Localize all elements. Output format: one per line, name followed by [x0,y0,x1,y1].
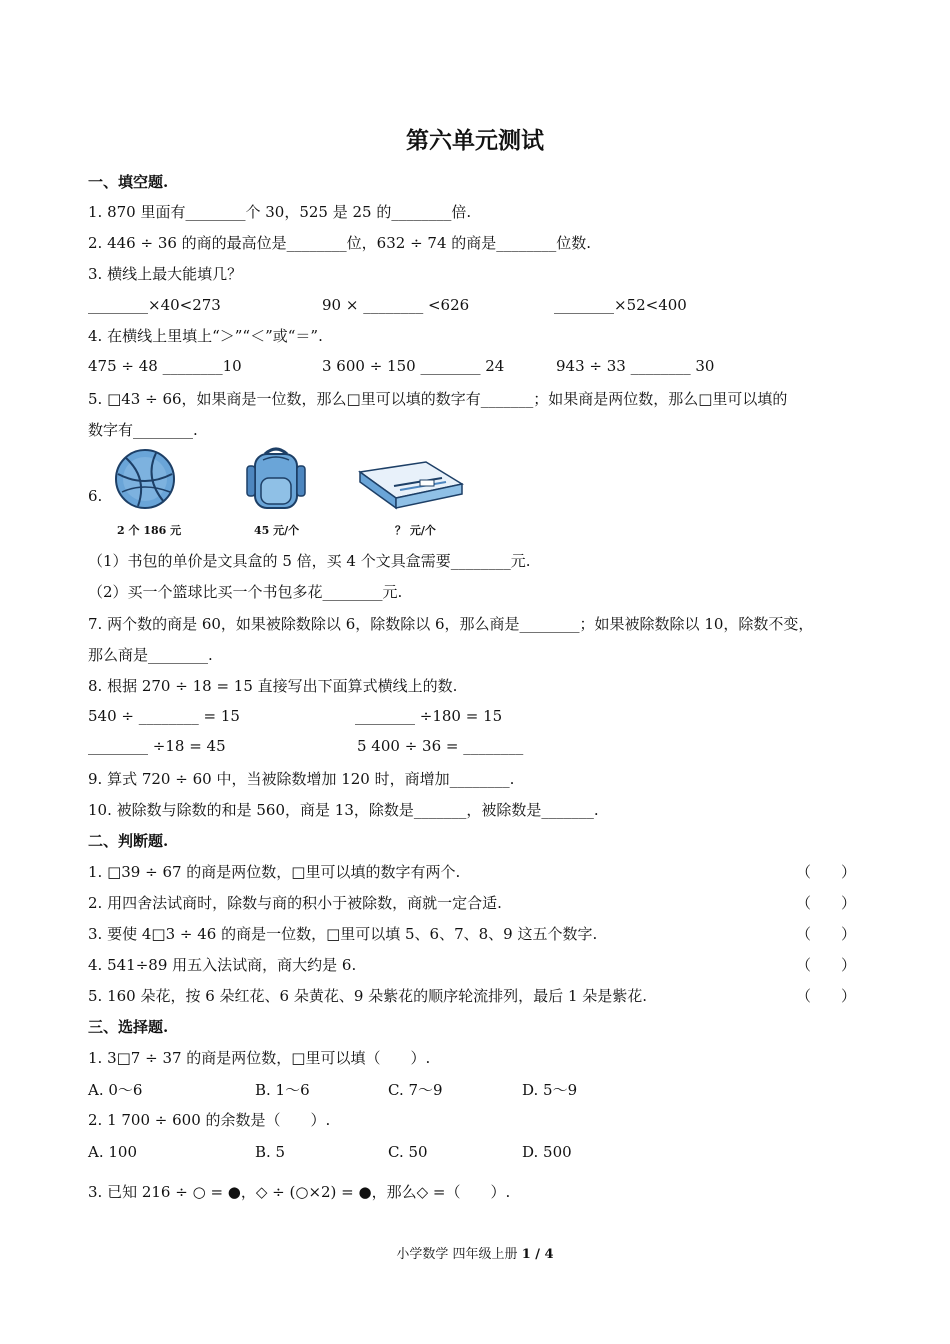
question-6-label: 6. [88,487,103,505]
choice-2-option-b: B. 5 [255,1143,286,1161]
judge-item-2: 2. 用四舍法试商时，除数与商的积小于被除数，商就一定合适. [88,894,502,912]
question-8d: 5 400 ÷ 36 = ________ [357,737,524,755]
choice-question-1: 1. 3□7 ÷ 37 的商是两位数，□里可以填（ ）. [88,1049,431,1067]
choice-2-option-a: A. 100 [88,1143,137,1161]
backpack-image [243,444,309,514]
question-8c: ________ ÷18 = 45 [88,737,226,755]
question-6-1: （1）书包的单价是文具盒的 5 倍，买 4 个文具盒需要________元. [88,552,531,570]
choice-1-option-b: B. 1～6 [255,1081,310,1099]
choice-question-2: 2. 1 700 ÷ 600 的余数是（ ）. [88,1111,331,1129]
answer-paren: （ ） [796,956,857,974]
question-5-line1: 5. □43 ÷ 66，如果商是一位数，那么□里可以填的数字有_______；如果商是两位数，那么□里可以填的 [88,390,788,408]
question-10: 10. 被除数与除数的和是 560，商是 13，除数是_______，被除数是_______. [88,801,599,819]
choice-question-3: 3. 已知 216 ÷ ○ = ●，◇ ÷ (○×2) = ●，那么◇ =（ ）. [88,1183,511,1201]
question-4c: 943 ÷ 33 ________ 30 [556,357,715,375]
pencil-case-price-caption: ？ 元/个 [395,524,436,537]
page-title: 第六单元测试 [406,127,544,154]
question-6-2: （2）买一个篮球比买一个书包多花________元. [88,583,403,601]
backpack-price-caption: 45 元/个 [254,524,300,537]
question-4a: 475 ÷ 48 ________10 [88,357,242,375]
question-3b: 90 × ________ <626 [322,296,470,314]
question-3c: ________×52<400 [554,296,687,314]
answer-paren: （ ） [796,863,857,881]
question-9: 9. 算式 720 ÷ 60 中，当被除数增加 120 时，商增加________. [88,770,515,788]
section-heading-fill: 一、填空题. [88,173,169,191]
question-1: 1. 870 里面有________个 30，525 是 25 的________倍. [88,203,472,221]
question-3a: ________×40<273 [88,296,221,314]
section-heading-choice: 三、选择题. [88,1018,169,1036]
answer-paren: （ ） [796,925,857,943]
question-7-line1: 7. 两个数的商是 60，如果被除数除以 6，除数除以 6，那么商是________；如果被除数除以 10，除数不变， [88,615,814,633]
judge-item-3: 3. 要使 4□3 ÷ 46 的商是一位数，□里可以填 5、6、7、8、9 这五个数字. [88,925,598,943]
question-4b: 3 600 ÷ 150 ________ 24 [322,357,505,375]
question-5-line2: 数字有________. [88,421,198,439]
pencil-case-image [356,458,466,510]
choice-1-option-d: D. 5～9 [522,1081,578,1099]
page-number: 1 / 4 [521,1247,554,1262]
question-3: 3. 横线上最大能填几？ [88,265,243,283]
footer-text: 小学数学 四年级上册 [396,1247,522,1262]
section-heading-judge: 二、判断题. [88,832,169,850]
question-8a: 540 ÷ ________ = 15 [88,707,240,725]
choice-2-option-d: D. 500 [522,1143,572,1161]
question-4: 4. 在横线上里填上“＞”“＜”或“＝”. [88,327,323,345]
question-8b: ________ ÷180 = 15 [355,707,503,725]
answer-paren: （ ） [796,987,857,1005]
judge-item-5: 5. 160 朵花，按 6 朵红花、6 朵黄花、9 朵紫花的顺序轮流排列，最后 1 朵是紫花. [88,987,648,1005]
basketball-image [114,448,176,510]
choice-2-option-c: C. 50 [388,1143,428,1161]
basketball-price-caption: 2 个 186 元 [117,524,182,537]
question-2: 2. 446 ÷ 36 的商的最高位是________位，632 ÷ 74 的商是________位数. [88,234,592,252]
judge-item-4: 4. 541÷89 用五入法试商，商大约是 6. [88,956,357,974]
page-footer [0,1246,950,1264]
answer-paren: （ ） [796,894,857,912]
choice-1-option-c: C. 7～9 [388,1081,443,1099]
choice-1-option-a: A. 0～6 [88,1081,143,1099]
question-8: 8. 根据 270 ÷ 18 = 15 直接写出下面算式横线上的数. [88,677,458,695]
question-7-line2: 那么商是________. [88,646,213,664]
judge-item-1: 1. □39 ÷ 67 的商是两位数，□里可以填的数字有两个. [88,863,461,881]
